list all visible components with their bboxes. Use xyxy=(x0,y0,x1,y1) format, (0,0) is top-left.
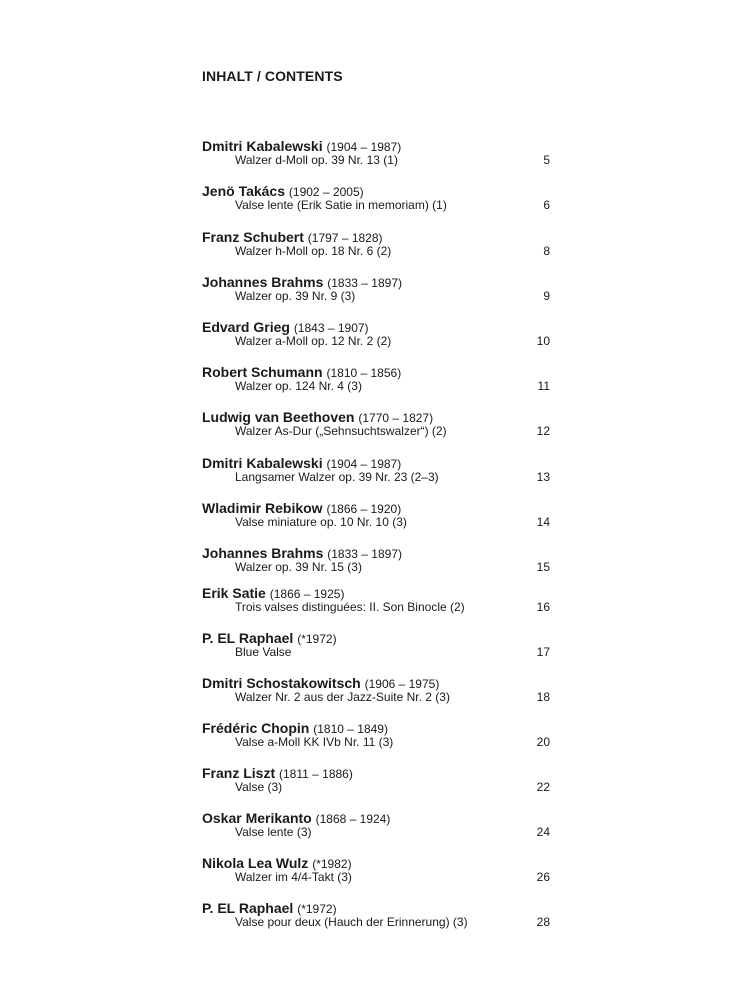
composer-name: Johannes Brahms xyxy=(202,274,324,290)
page-number: 22 xyxy=(536,780,550,794)
contents-entry xyxy=(202,900,552,936)
contents-entry xyxy=(202,455,552,491)
work-title: Walzer h-Moll op. 18 Nr. 6 (2) xyxy=(235,244,392,258)
work-title: Walzer op. 39 Nr. 15 (3) xyxy=(235,560,362,574)
contents-entry xyxy=(202,720,552,756)
composer-dates: (1810 – 1849) xyxy=(313,722,388,736)
composer-name: Frédéric Chopin xyxy=(202,720,310,736)
contents-entry xyxy=(202,675,552,711)
page-number: 28 xyxy=(536,915,550,929)
page-number: 14 xyxy=(536,515,550,529)
work-title: Walzer As-Dur („Sehnsuchtswalzer“) (2) xyxy=(235,424,447,438)
composer-dates: (1902 – 2005) xyxy=(288,185,364,199)
page-number: 17 xyxy=(536,645,550,659)
page-title: INHALT / CONTENTS xyxy=(202,68,343,84)
composer-name: Dmitri Kabalewski xyxy=(202,455,323,471)
composer-dates: (*1972) xyxy=(297,902,337,916)
composer-dates: (1866 – 1920) xyxy=(326,502,402,516)
composer-name: Nikola Lea Wulz xyxy=(202,855,309,871)
contents-entry xyxy=(202,765,552,801)
page-number: 12 xyxy=(536,424,550,438)
work-title: Valse pour deux (Hauch der Erinnerung) (3) xyxy=(235,915,468,929)
contents-entry xyxy=(202,630,552,666)
contents-entry xyxy=(202,810,552,846)
composer-dates: (1906 – 1975) xyxy=(364,677,440,691)
page-number: 5 xyxy=(543,153,550,167)
contents-entry xyxy=(202,138,552,174)
composer-dates: (1843 – 1907) xyxy=(293,321,369,335)
work-title: Blue Valse xyxy=(235,645,292,659)
page-number: 26 xyxy=(536,870,550,884)
composer-dates: (*1972) xyxy=(297,632,337,646)
composer-name: Jenö Takács xyxy=(202,183,286,199)
composer-name: Ludwig van Beethoven xyxy=(202,409,355,425)
contents-entry xyxy=(202,229,552,265)
composer-name: Franz Schubert xyxy=(202,229,304,245)
contents-entry xyxy=(202,545,552,581)
work-title: Walzer d-Moll op. 39 Nr. 13 (1) xyxy=(235,153,398,167)
contents-entry xyxy=(202,585,552,621)
composer-name: P. EL Raphael xyxy=(202,630,294,646)
composer-name: Erik Satie xyxy=(202,585,266,601)
work-title: Trois valses distinguées: II. Son Binocle (2) xyxy=(235,600,465,614)
composer-name: Dmitri Schostakowitsch xyxy=(202,675,361,691)
page-number: 13 xyxy=(536,470,550,484)
composer-dates: (1904 – 1987) xyxy=(326,457,402,471)
page-number: 24 xyxy=(536,825,550,839)
work-title: Walzer op. 39 Nr. 9 (3) xyxy=(235,289,356,303)
page-number: 11 xyxy=(537,379,550,393)
page-number: 9 xyxy=(543,289,550,303)
work-title: Valse lente (3) xyxy=(235,825,312,839)
composer-dates: (1866 – 1925) xyxy=(269,587,345,601)
composer-dates: (1810 – 1856) xyxy=(326,366,402,380)
contents-entry xyxy=(202,183,552,219)
composer-name: Franz Liszt xyxy=(202,765,276,781)
page-number: 10 xyxy=(536,334,550,348)
composer-dates: (1770 – 1827) xyxy=(358,411,434,425)
composer-dates: (1797 – 1828) xyxy=(307,231,383,245)
composer-name: Dmitri Kabalewski xyxy=(202,138,323,154)
page-number: 8 xyxy=(543,244,550,258)
page-number: 20 xyxy=(536,735,550,749)
composer-name: P. EL Raphael xyxy=(202,900,294,916)
contents-entry xyxy=(202,409,552,445)
contents-entry xyxy=(202,274,552,310)
composer-dates: (1904 – 1987) xyxy=(326,140,402,154)
contents-entry xyxy=(202,319,552,355)
contents-entry xyxy=(202,364,552,400)
contents-entry xyxy=(202,500,552,536)
page-number: 16 xyxy=(536,600,550,614)
composer-dates: (1833 – 1897) xyxy=(327,547,402,561)
composer-name: Johannes Brahms xyxy=(202,545,324,561)
page-number: 15 xyxy=(536,560,550,574)
work-title: Walzer Nr. 2 aus der Jazz-Suite Nr. 2 (3) xyxy=(235,690,450,704)
composer-dates: (*1982) xyxy=(312,857,352,871)
composer-name: Robert Schumann xyxy=(202,364,323,380)
work-title: Walzer im 4/4-Takt (3) xyxy=(235,870,352,884)
page-number: 6 xyxy=(543,198,550,212)
work-title: Valse (3) xyxy=(235,780,283,794)
work-title: Langsamer Walzer op. 39 Nr. 23 (2–3) xyxy=(235,470,439,484)
page-number: 18 xyxy=(536,690,550,704)
composer-name: Oskar Merikanto xyxy=(202,810,312,826)
work-title: Valse lente (Erik Satie in memoriam) (1) xyxy=(235,198,447,212)
work-title: Walzer op. 124 Nr. 4 (3) xyxy=(235,379,362,393)
work-title: Walzer a-Moll op. 12 Nr. 2 (2) xyxy=(235,334,392,348)
composer-dates: (1868 – 1924) xyxy=(315,812,391,826)
work-title: Valse a-Moll KK IVb Nr. 11 (3) xyxy=(235,735,394,749)
composer-dates: (1811 – 1886) xyxy=(279,767,353,781)
composer-name: Edvard Grieg xyxy=(202,319,290,335)
work-title: Valse miniature op. 10 Nr. 10 (3) xyxy=(235,515,407,529)
contents-entry xyxy=(202,855,552,891)
composer-name: Wladimir Rebikow xyxy=(202,500,323,516)
composer-dates: (1833 – 1897) xyxy=(327,276,402,290)
